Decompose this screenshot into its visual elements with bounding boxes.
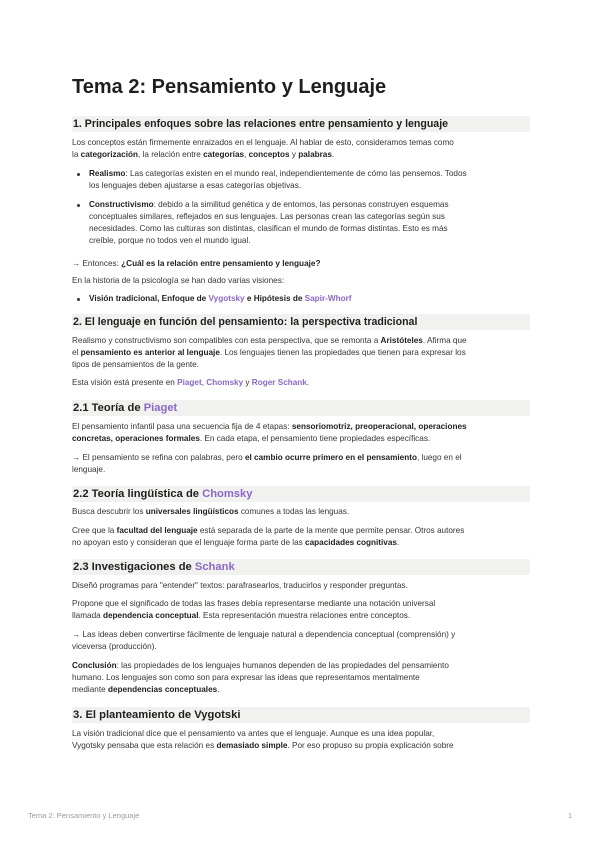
bullet-icon xyxy=(77,298,80,301)
section-2-2-heading: 2.2 Teoría lingüística de Chomsky xyxy=(73,488,253,500)
historia-line: En la historia de la psicología se han dado varias visiones: xyxy=(72,276,285,285)
constructivismo-line-1: Constructivismo: debido a la similitud genética y de entornos, las personas construyen esquemas xyxy=(89,200,449,209)
bullet-icon xyxy=(77,173,80,176)
s21-p1-line-2: concretas, operaciones formales. En cada etapa, el pensamiento tiene propiedades específicas. xyxy=(72,434,431,443)
constructivismo-line-3: necesidades. Como las culturas son distintas, clasifican el mundo de formas distintas. Esto es más xyxy=(89,224,448,233)
s2-p1-line-2: el pensamiento es anterior al lenguaje. Los lenguajes tienen las propiedades que tienen para expresar los xyxy=(72,348,466,357)
section-2-heading: 2. El lenguaje en función del pensamiento: la perspectiva tradicional xyxy=(73,316,418,328)
s22-p2-line-2: no apoyan esto y consideran que el lenguaje forma parte de las capacidades cognitivas. xyxy=(72,538,400,547)
footer-doc-title: Tema 2: Pensamiento y Lenguaje xyxy=(28,811,140,820)
section-2-1-heading: 2.1 Teoría de Piaget xyxy=(73,402,178,414)
s3-p1-line-1: La visión tradicional dice que el pensamiento va antes que el lenguaje. Aunque es una idea popular, xyxy=(72,729,435,738)
s1-intro-line-2: la categorización, la relación entre categorías, conceptos y palabras. xyxy=(72,150,335,159)
s1-intro-line-1: Los conceptos están firmemente enraizados en el lenguaje. Al hablar de esto, consideramos temas como xyxy=(72,138,454,147)
s21-p2-line-1: → El pensamiento se refina con palabras, pero el cambio ocurre primero en el pensamiento, luego en el xyxy=(72,453,462,462)
s23-p1-line: Diseñó programas para "entender" textos: parafrasearlos, traducirlos y responder preguntas. xyxy=(72,581,408,590)
section-3-heading: 3. El planteamiento de Vygotski xyxy=(73,709,241,721)
constructivismo-line-2: conceptuales similares, reflejados en sus lenguajes. Las personas crean las categorías según sus xyxy=(89,212,445,221)
section-2-3-heading: 2.3 Investigaciones de Schank xyxy=(73,561,235,573)
s23-p4-line-1: Conclusión: las propiedades de los lenguajes humanos dependen de las propiedades del pensamiento xyxy=(72,661,449,670)
s21-p1-line-1: El pensamiento infantil pasa una secuencia fija de 4 etapas: sensoriomotriz, preoperacional, operaciones xyxy=(72,422,467,431)
s3-p1-line-2: Vygotsky pensaba que esta relación es demasiado simple. Por eso propuso su propia explicación sobre xyxy=(72,741,454,750)
bullet-icon xyxy=(77,204,80,207)
s23-p4-line-2: humano. Los lenguajes son como son para expresar las ideas que representamos mentalmente xyxy=(72,673,420,682)
realismo-line-1: Realismo: Las categorías existen en el mundo real, independientemente de cómo las pensemos. Todos xyxy=(89,169,467,178)
s22-p1-line: Busca descubrir los universales lingüísticos comunes a todas las lenguas. xyxy=(72,507,350,516)
s2-p1-line-3: tipos de pensamientos de la gente. xyxy=(72,360,199,369)
s23-p3-line-2: viceversa (producción). xyxy=(72,642,157,651)
entonces-line: → Entonces: ¿Cuál es la relación entre pensamiento y lenguaje? xyxy=(72,259,321,268)
s23-p4-line-3: mediante dependencias conceptuales. xyxy=(72,685,220,694)
s23-p3-line-1: → Las ideas deben convertirse fácilmente de lenguaje natural a dependencia conceptual (comprensión) y xyxy=(72,630,456,639)
s21-p2-line-2: lenguaje. xyxy=(72,465,106,474)
s2-p1-line-1: Realismo y constructivismo son compatibles con esta perspectiva, que se remonta a Aristóteles. Afirma que xyxy=(72,336,467,345)
s22-p2-line-1: Cree que la facultad del lenguaje está separada de la parte de la mente que permite pensar. Otros autores xyxy=(72,526,465,535)
s2-p2-line: Esta visión está presente en Piaget, Chomsky y Roger Schank. xyxy=(72,378,310,387)
constructivismo-line-4: creíble, porque no todos ven el mundo igual. xyxy=(89,236,251,245)
realismo-line-2: los lenguajes deben ajustarse a esas categorías objetivas. xyxy=(89,181,302,190)
footer-page-number: 1 xyxy=(568,811,573,820)
section-1-heading: 1. Principales enfoques sobre las relaciones entre pensamiento y lenguaje xyxy=(73,118,449,130)
s23-p2-line-1: Propone que el significado de todas las frases debía representarse mediante una notación universal xyxy=(72,599,436,608)
page-title: Tema 2: Pensamiento y Lenguaje xyxy=(72,76,387,98)
visiones-line: Visión tradicional, Enfoque de Vygotsky e Hipótesis de Sapir-Whorf xyxy=(89,294,352,303)
s23-p2-line-2: llamada dependencia conceptual. Esta representación muestra relaciones entre conceptos. xyxy=(72,611,411,620)
